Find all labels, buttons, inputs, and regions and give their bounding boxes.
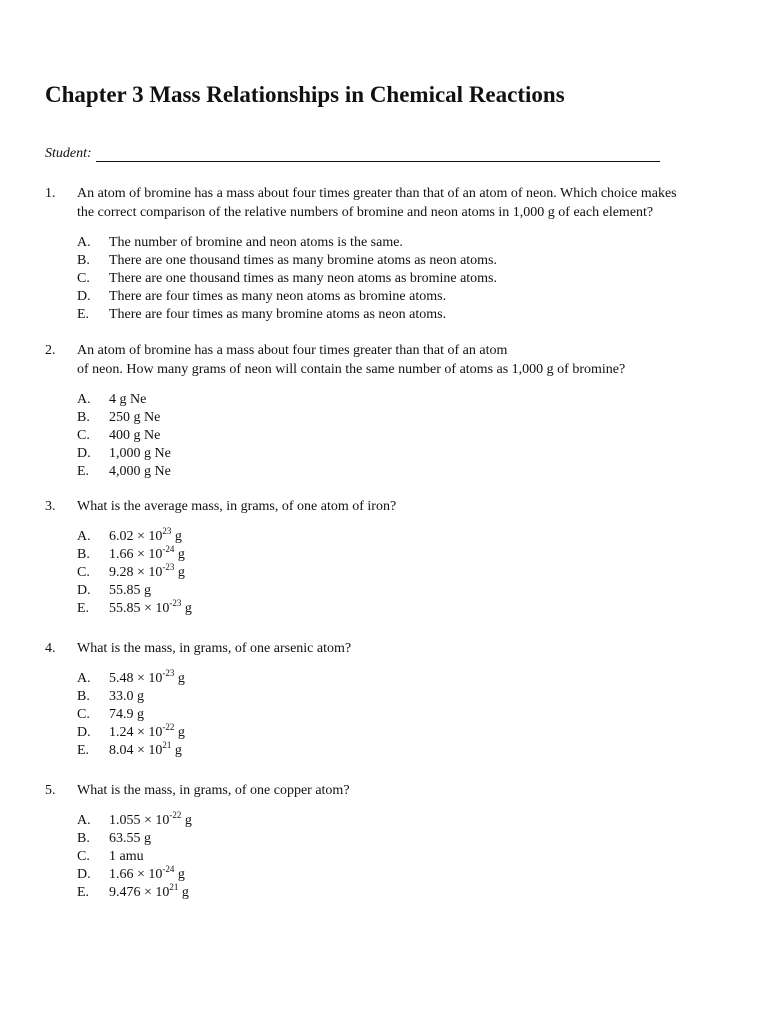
choice-letter: E. [77,885,90,900]
question-stem [45,497,735,516]
choice-unit: g [174,725,185,740]
choice-base: 5.48 × 10 [109,671,163,686]
choice-text: There are one thousand times as many neon atoms as bromine atoms. [109,271,498,286]
choice-letter: A. [77,235,91,250]
answer-choice[interactable] [77,528,735,546]
answer-choices [77,528,735,618]
answer-choice[interactable] [77,252,735,270]
student-field [45,146,660,162]
answer-choice[interactable] [77,445,735,463]
answer-choice[interactable] [77,306,735,324]
choice-unit: g [181,813,192,828]
choice-base: 6.02 × 10 [109,529,163,544]
answer-choice[interactable] [77,409,735,427]
choice-letter: E. [77,307,90,322]
answer-choice[interactable] [77,270,735,288]
choice-letter: D. [77,583,91,598]
choice-text: The number of bromine and neon atoms is the same. [109,235,403,250]
choice-letter: B. [77,547,90,562]
choice-letter: E. [77,464,90,479]
choice-base: 9.476 × 10 [109,885,170,900]
choice-exponent: -22 [169,810,182,820]
choice-text: 74.9 g [109,707,144,722]
choice-letter: A. [77,529,91,544]
choice-letter: D. [77,446,91,461]
answer-choices [77,812,735,902]
choice-text: 63.55 g [109,831,151,846]
choice-letter: E. [77,601,90,616]
choice-unit: g [171,743,182,758]
choice-letter: C. [77,565,90,580]
choice-letter: B. [77,253,90,268]
answer-choice[interactable] [77,884,735,902]
choice-letter: B. [77,689,90,704]
choice-base: 1.66 × 10 [109,867,163,882]
document-title: Chapter 3 Mass Relationships in Chemical Reactions [45,82,565,107]
choice-base: 8.04 × 10 [109,743,163,758]
choice-base: 55.85 × 10 [109,601,170,616]
answer-choice[interactable] [77,288,735,306]
choice-text [109,724,185,742]
question-text-line: of neon. How many grams of neon will contain the same number of atoms as 1,000 g of bromine? [77,362,626,377]
answer-choice[interactable] [77,830,735,848]
question-stem [45,781,735,800]
question-stem [45,341,735,379]
question-text [77,341,735,379]
choice-exponent: -23 [162,562,175,572]
choice-unit: g [178,885,189,900]
choice-letter: C. [77,428,90,443]
choice-text [109,564,185,582]
question-number: 3. [45,499,56,514]
choice-letter: C. [77,849,90,864]
choice-base: 1.66 × 10 [109,547,163,562]
choice-unit: g [174,671,185,686]
choice-unit: g [181,601,192,616]
question-text-line: the correct comparison of the relative numbers of bromine and neon atoms in 1,000 g of each element? [77,205,654,220]
question-text-line: What is the mass, in grams, of one arsenic atom? [77,641,352,656]
choice-unit: g [174,565,185,580]
answer-choices [77,670,735,760]
choice-letter: D. [77,289,91,304]
choice-letter: B. [77,831,90,846]
question-text [77,639,735,658]
question-stem [45,639,735,658]
question-text [77,781,735,800]
choice-text: 33.0 g [109,689,144,704]
answer-choice[interactable] [77,670,735,688]
choice-text [109,600,192,618]
question-text-line: An atom of bromine has a mass about four times greater than that of an atom [77,343,508,358]
choice-exponent: 21 [169,882,179,892]
answer-choice[interactable] [77,546,735,564]
choice-exponent: -23 [169,598,182,608]
choice-base: 1.055 × 10 [109,813,170,828]
choice-text: 400 g Ne [109,428,161,443]
student-name-line[interactable] [96,147,660,162]
question-item [45,184,735,324]
answer-choice[interactable] [77,600,735,618]
choice-letter: B. [77,410,90,425]
choice-exponent: -22 [162,722,175,732]
choice-exponent: -23 [162,668,175,678]
answer-choice[interactable] [77,234,735,252]
choice-letter: A. [77,392,91,407]
question-item [45,781,735,902]
answer-choice[interactable] [77,391,735,409]
question-text-line: What is the average mass, in grams, of one atom of iron? [77,499,397,514]
question-item [45,639,735,760]
answer-choice[interactable] [77,812,735,830]
question-text [77,497,735,516]
question-text-line: An atom of bromine has a mass about four times greater than that of an atom of neon. Which choice makes [77,186,677,201]
choice-text [109,742,182,760]
answer-choice[interactable] [77,706,735,724]
choice-exponent: -24 [162,544,175,554]
question-stem [45,184,735,222]
answer-choice[interactable] [77,463,735,481]
answer-choice[interactable] [77,742,735,760]
choice-letter: C. [77,707,90,722]
choice-base: 1.24 × 10 [109,725,163,740]
answer-choice[interactable] [77,427,735,445]
choice-letter: C. [77,271,90,286]
question-text-line: What is the mass, in grams, of one copper atom? [77,783,350,798]
choice-text: 250 g Ne [109,410,161,425]
choice-text: There are four times as many neon atoms as bromine atoms. [109,289,447,304]
choice-unit: g [171,529,182,544]
question-number: 1. [45,186,56,201]
choice-text: 1 amu [109,849,144,864]
choice-text: 4 g Ne [109,392,147,407]
choice-letter: E. [77,743,90,758]
choice-letter: D. [77,725,91,740]
choice-text: There are four times as many bromine atoms as neon atoms. [109,307,447,322]
choice-text [109,812,192,830]
question-number: 5. [45,783,56,798]
question-text [77,184,735,222]
choice-letter: A. [77,671,91,686]
choice-text: 1,000 g Ne [109,446,171,461]
choice-exponent: 23 [162,526,172,536]
choice-letter: A. [77,813,91,828]
answer-choices [77,234,735,324]
choice-text [109,670,185,688]
choice-base: 9.28 × 10 [109,565,163,580]
question-number: 4. [45,641,56,656]
question-item [45,497,735,618]
choice-exponent: -24 [162,864,175,874]
answer-choice[interactable] [77,724,735,742]
answer-choice[interactable] [77,848,735,866]
answer-choices [77,391,735,481]
choice-text: There are one thousand times as many bromine atoms as neon atoms. [109,253,498,268]
answer-choice[interactable] [77,688,735,706]
question-number: 2. [45,343,56,358]
choice-text [109,884,189,902]
student-label: Student: [45,146,92,161]
choice-unit: g [174,547,185,562]
choice-letter: D. [77,867,91,882]
choice-text: 55.85 g [109,583,151,598]
choice-exponent: 21 [162,740,172,750]
choice-text: 4,000 g Ne [109,464,171,479]
question-item [45,341,735,481]
choice-unit: g [174,867,185,882]
answer-choice[interactable] [77,564,735,582]
